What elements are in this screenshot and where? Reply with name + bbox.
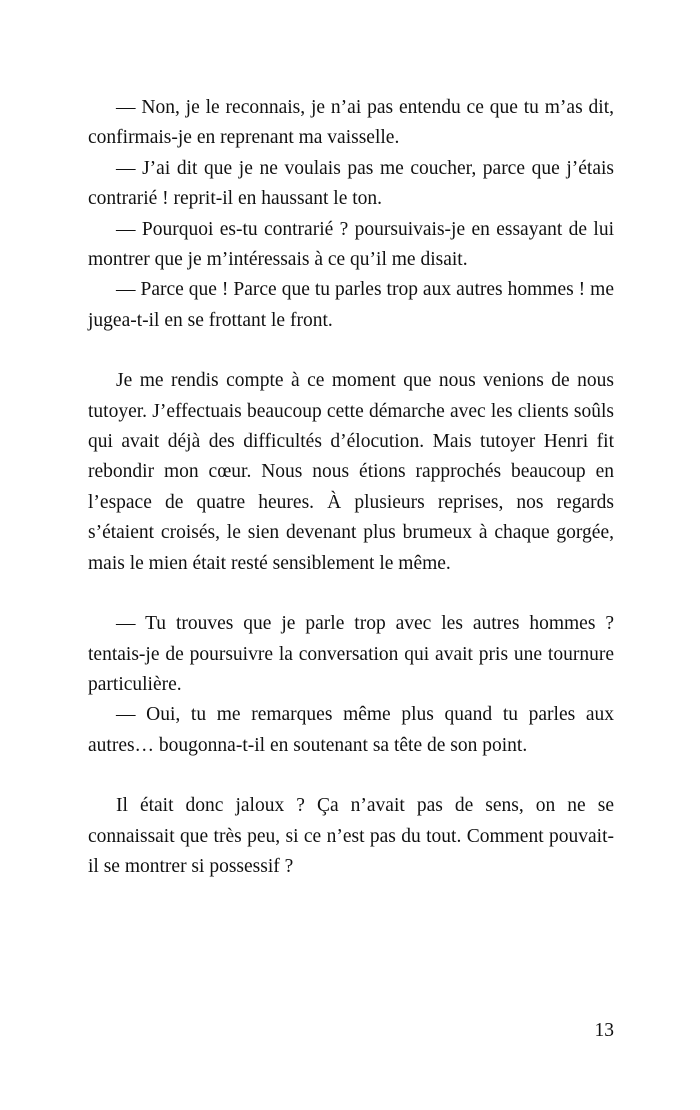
dialogue-block-2 (88, 609, 614, 761)
narrative-block-2 (88, 791, 614, 882)
page-number: 13 (594, 1020, 614, 1041)
paragraph: Je me rendis compte à ce moment que nous venions de nous tutoyer. J’effectuais beaucoup cette démarche avec les clients soûls qui avait déjà des difficultés d’élocution. Mais tutoyer Henri fit rebondir mon cœur. Nous nous étions rapprochés beaucoup en l’espace de quatre heures. À plusieurs reprises, nos regards s’étaient croisés, le sien devenant plus brumeux à chaque gorgée, mais le mien était resté sensiblement le même. (88, 370, 614, 574)
paragraph-gap (88, 579, 614, 609)
paragraph-gap (88, 761, 614, 791)
dialogue-block-1 (88, 93, 614, 336)
paragraph: — Oui, tu me remarques même plus quand tu parles aux autres… bougonna-t-il en soutenant sa tête de son point. (88, 704, 614, 756)
narrative-block-1 (88, 366, 614, 579)
paragraph: — J’ai dit que je ne voulais pas me coucher, parce que j’étais contrarié ! reprit-il en haussant le ton. (88, 157, 614, 210)
paragraph: — Parce que ! Parce que tu parles trop aux autres hommes ! me jugea-t-il en se frottant le front. (88, 279, 614, 331)
paragraph: — Pourquoi es-tu contrarié ? poursuivais-je en essayant de lui montrer que je m’intéressais à ce qu’il me disait. (88, 218, 614, 271)
paragraph: Il était donc jaloux ? Ça n’avait pas de sens, on ne se connaissait que très peu, si ce n’est pas du tout. Comment pouvait-il se montrer si possessif ? (88, 795, 614, 877)
paragraph-gap (88, 336, 614, 366)
page-body (88, 93, 614, 882)
paragraph: — Tu trouves que je parle trop avec les autres hommes ? tentais-je de poursuivre la conversation qui avait pris une tournure particulière. (88, 613, 614, 695)
paragraph: — Non, je le reconnais, je n’ai pas entendu ce que tu m’as dit, confirmais-je en reprenant ma vaisselle. (88, 97, 614, 149)
